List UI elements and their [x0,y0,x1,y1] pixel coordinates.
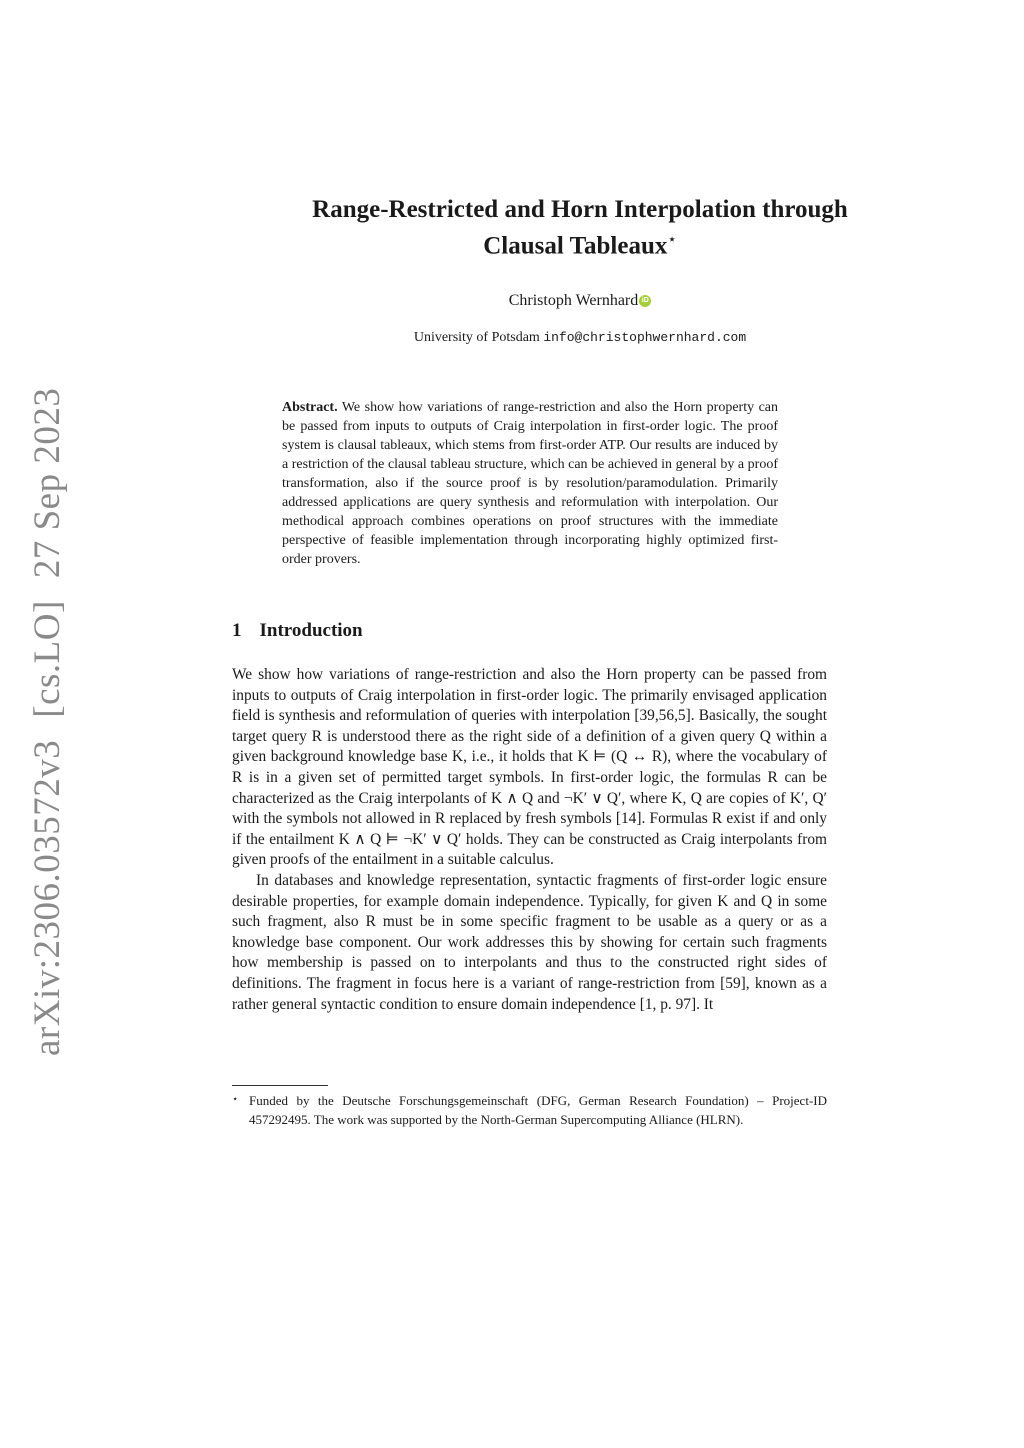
author-email[interactable]: info@christophwernhard.com [543,330,747,345]
arxiv-category: [cs.LO] [27,600,68,718]
abstract [282,398,778,569]
author-name: Christoph Wernhard [508,292,639,309]
affiliation-line [200,330,960,346]
section-number: 1 [232,620,242,641]
paper-title [200,194,960,261]
intro-paragraph-2: In databases and knowledge representation, syntactic fragments of first-order logic ensure desirable properties, for example domain independence. Typically, for given K and Q in some such fragment, also R must be in some specific fragment to be usable as a query or as a knowledge base component. Our work addresses this by showing for certain such fragments how membership is passed on to interpolants and thus to the constructed right sides of definitions. The fragment in focus here is a variant of range-restriction from [59], known as a rather general syntactic condition to ensure domain independence [1, p. 97]. It [232,871,827,1013]
arxiv-id: arXiv:2306.03572v3 [27,739,68,1056]
introduction-body [232,665,827,1015]
intro-paragraph-1: We show how variations of range-restriction and also the Horn property can be passed from inputs to outputs of Craig interpolation in first-order logic. The primarily envisaged application field is synthesis and reformulation of queries with interpolation [39,56,5]. Basically, the sought target query R is understood there as the right side of a definition of a given query Q within a given background knowledge base K, i.e., it holds that K ⊨ (Q ↔ R), where the vocabulary of R is in a given set of permitted target symbols. In first-order logic, the formulas R can be characterized as the Craig interpolants of K ∧ Q and ¬K′ ∨ Q′, where K, Q are copies of K′, Q′ with the symbols not allowed in R replaced by fresh symbols [14]. Formulas R exist if and only if the entailment K ∧ Q ⊨ ¬K′ ∨ Q′ holds. They can be constructed as Craig interpolants from given proofs of the entailment in a suitable calculus. [232,666,827,869]
arxiv-identifier-stamp [20,387,76,1056]
footnote-text: Funded by the Deutsche Forschungsgemeinschaft (DFG, German Research Foundation) – Project-ID 457292495. The work was supported by the North-German Supercomputing Alliance (HLRN). [249,1093,827,1127]
footnote-divider [232,1085,328,1086]
abstract-text: We show how variations of range-restriction and also the Horn property can be passed from inputs to outputs of Craig interpolation in first-order logic. The proof system is clausal tableaux, which stems from first-order ATP. Our results are induced by a restriction of the clausal tableau structure, which can be achieved in general by a proof transformation, also if the source proof is by resolution/paramodulation. Primarily addressed applications are query synthesis and reformulation with interpolation. Our methodical approach combines operations on proof structures with the immediate perspective of feasible implementation through incorporating highly optimized first-order provers. [282,400,778,567]
footnote [232,1091,827,1129]
title-line-2: Clausal Tableaux [483,232,668,260]
title-footnote-mark: ⋆ [667,232,677,248]
footnote-mark: ⋆ [232,1094,239,1105]
abstract-label: Abstract. [282,400,338,415]
section-title: Introduction [259,620,363,641]
author-line [200,292,960,310]
orcid-icon[interactable]: iD [639,295,651,307]
affiliation: University of Potsdam [413,330,540,345]
title-line-1: Range-Restricted and Horn Interpolation through [312,196,848,223]
section-heading [232,620,363,642]
arxiv-date: 27 Sep 2023 [27,387,68,579]
